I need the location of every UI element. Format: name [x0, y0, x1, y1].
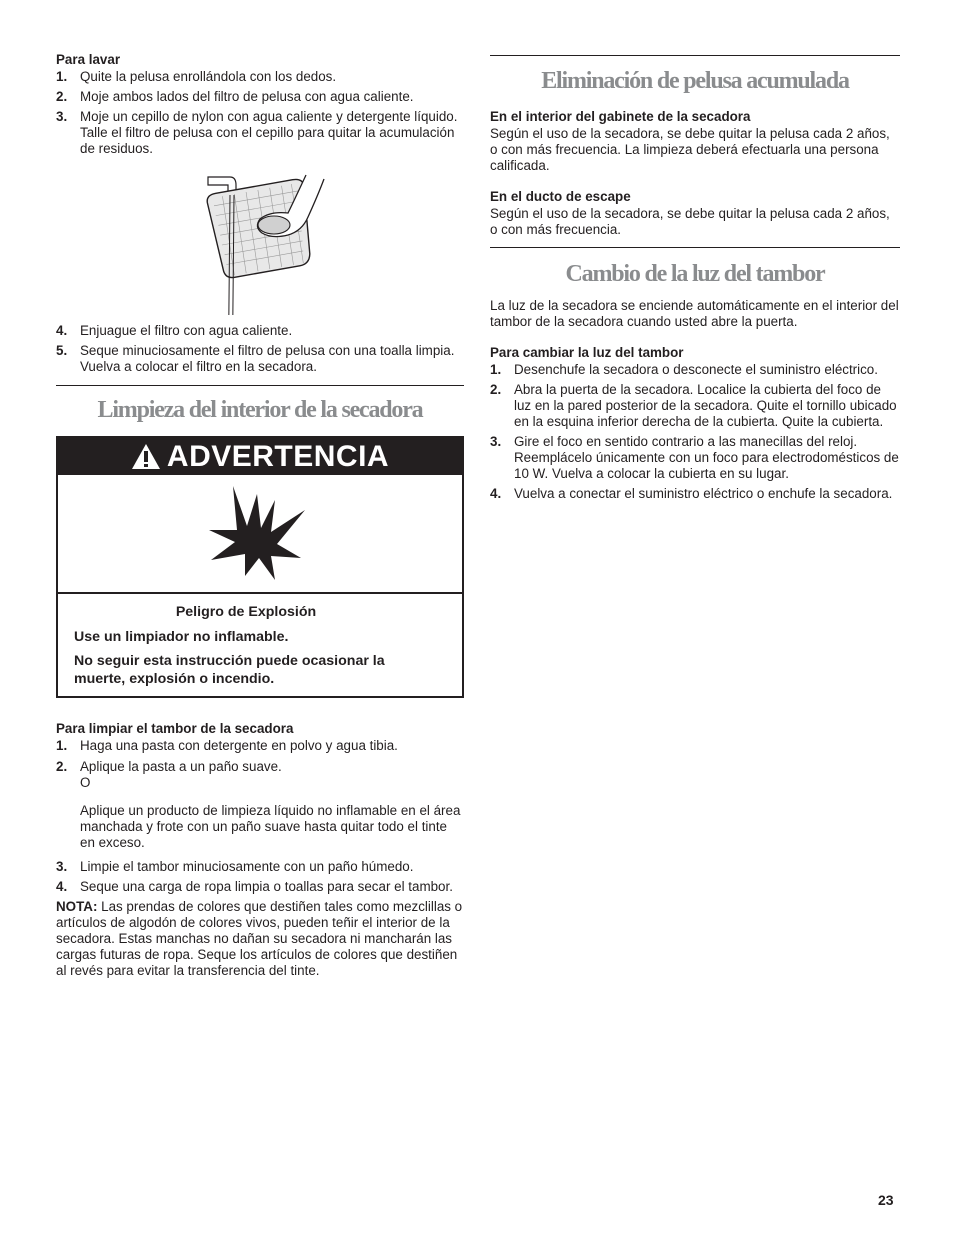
left-column — [56, 52, 464, 979]
wash-steps-a — [56, 69, 464, 157]
section-divider — [490, 247, 900, 248]
warning-box — [56, 436, 464, 698]
list-item: 1. Quite la pelusa enrollándola con los dedos. — [56, 69, 337, 84]
list-item: 2. Abra la puerta de la secadora. Localice la cubierta del foco de luz en la pared posterior de la secadora. Quite el tornillo ubicado en la esquina inferior derecha de la cubierta. Quite la cubierta. — [490, 382, 897, 429]
explosion-icon — [205, 484, 315, 584]
warning-title: ADVERTENCIA — [166, 439, 390, 473]
drum-heading: Para limpiar el tambor de la secadora — [56, 721, 294, 736]
interior-section-title: Limpieza del interior de la secadora — [97, 397, 423, 423]
warning-consequence: No seguir esta instrucción puede ocasionar la muerte, explosión o incendio. — [74, 653, 385, 687]
duct-text: Según el uso de la secadora, se debe quitar la pelusa cada 2 años, o con más frecuencia. — [490, 206, 890, 237]
wash-steps-b — [56, 323, 464, 375]
list-item: 1. Haga una pasta con detergente en polvo y agua tibia. — [56, 738, 398, 753]
list-item: 3. Moje un cepillo de nylon con agua caliente y detergente líquido. Talle el filtro de pelusa con el cepillo para quitar la acumulación de residuos. — [56, 109, 458, 156]
change-light-heading: Para cambiar la luz del tambor — [490, 345, 684, 360]
page-number: 23 — [878, 1192, 894, 1208]
lint-section-title: Eliminación de pelusa acumulada — [541, 68, 849, 94]
list-item: 4. Seque una carga de ropa limpia o toallas para secar el tambor. — [56, 879, 453, 894]
duct-heading: En el ducto de escape — [490, 189, 631, 204]
list-item: 3. Gire el foco en sentido contrario a las manecillas del reloj. Reemplácelo únicamente con un foco para electrodomésticos de 10 W. Vuelva a colocar la cubierta en su lugar. — [490, 434, 899, 481]
change-light-steps — [490, 362, 900, 502]
list-item: 1. Desenchufe la secadora o desconecte el suministro eléctrico. — [490, 362, 878, 377]
cabinet-heading: En el interior del gabinete de la secadora — [490, 109, 751, 124]
wash-heading: Para lavar — [56, 52, 121, 67]
list-item: 5. Seque minuciosamente el filtro de pelusa con una toalla limpia. Vuelva a colocar el filtro en la secadora. — [56, 343, 455, 374]
list-item: 4. Enjuague el filtro con agua caliente. — [56, 323, 293, 338]
warning-header — [58, 438, 462, 475]
note-paragraph: NOTA: Las prendas de colores que destiñen tales como mezclillas o artículos de algodón de colores vivos, pueden teñir el interior de la secadora. Estas manchas no dañan su secadora ni mancharán las cargas futuras de ropa. Seque los artículos de colores que destiñen al revés para evitar la transferencia del tinte. — [56, 899, 463, 978]
hazard-label: Peligro de Explosión — [175, 604, 317, 620]
light-text: La luz de la secadora se enciende automáticamente en el interior del tambor de la secadora cuando usted abre la puerta. — [490, 298, 899, 329]
list-item: 2. Aplique la pasta a un paño suave. O Aplique un producto de limpieza líquido no inflamable en el área manchada y frote con un paño suave hasta quitar todo el tinte en exceso. — [56, 759, 461, 850]
warning-instruction: Use un limpiador no inflamable. — [74, 629, 289, 645]
lint-filter-illustration — [56, 165, 464, 315]
drum-steps — [56, 738, 464, 895]
warning-triangle-icon — [131, 443, 161, 470]
section-divider — [490, 55, 900, 56]
list-item: 3. Limpie el tambor minuciosamente con un paño húmedo. — [56, 859, 414, 874]
right-column — [490, 55, 900, 506]
section-divider — [56, 385, 464, 386]
light-section-title: Cambio de la luz del tambor — [565, 261, 825, 287]
cabinet-text: Según el uso de la secadora, se debe quitar la pelusa cada 2 años, o con más frecuencia. La limpieza deberá efectuarla una persona calificada. — [490, 126, 890, 173]
list-item: 2. Moje ambos lados del filtro de pelusa con agua caliente. — [56, 89, 414, 104]
list-item: 4. Vuelva a conectar el suministro eléctrico o enchufe la secadora. — [490, 486, 893, 501]
